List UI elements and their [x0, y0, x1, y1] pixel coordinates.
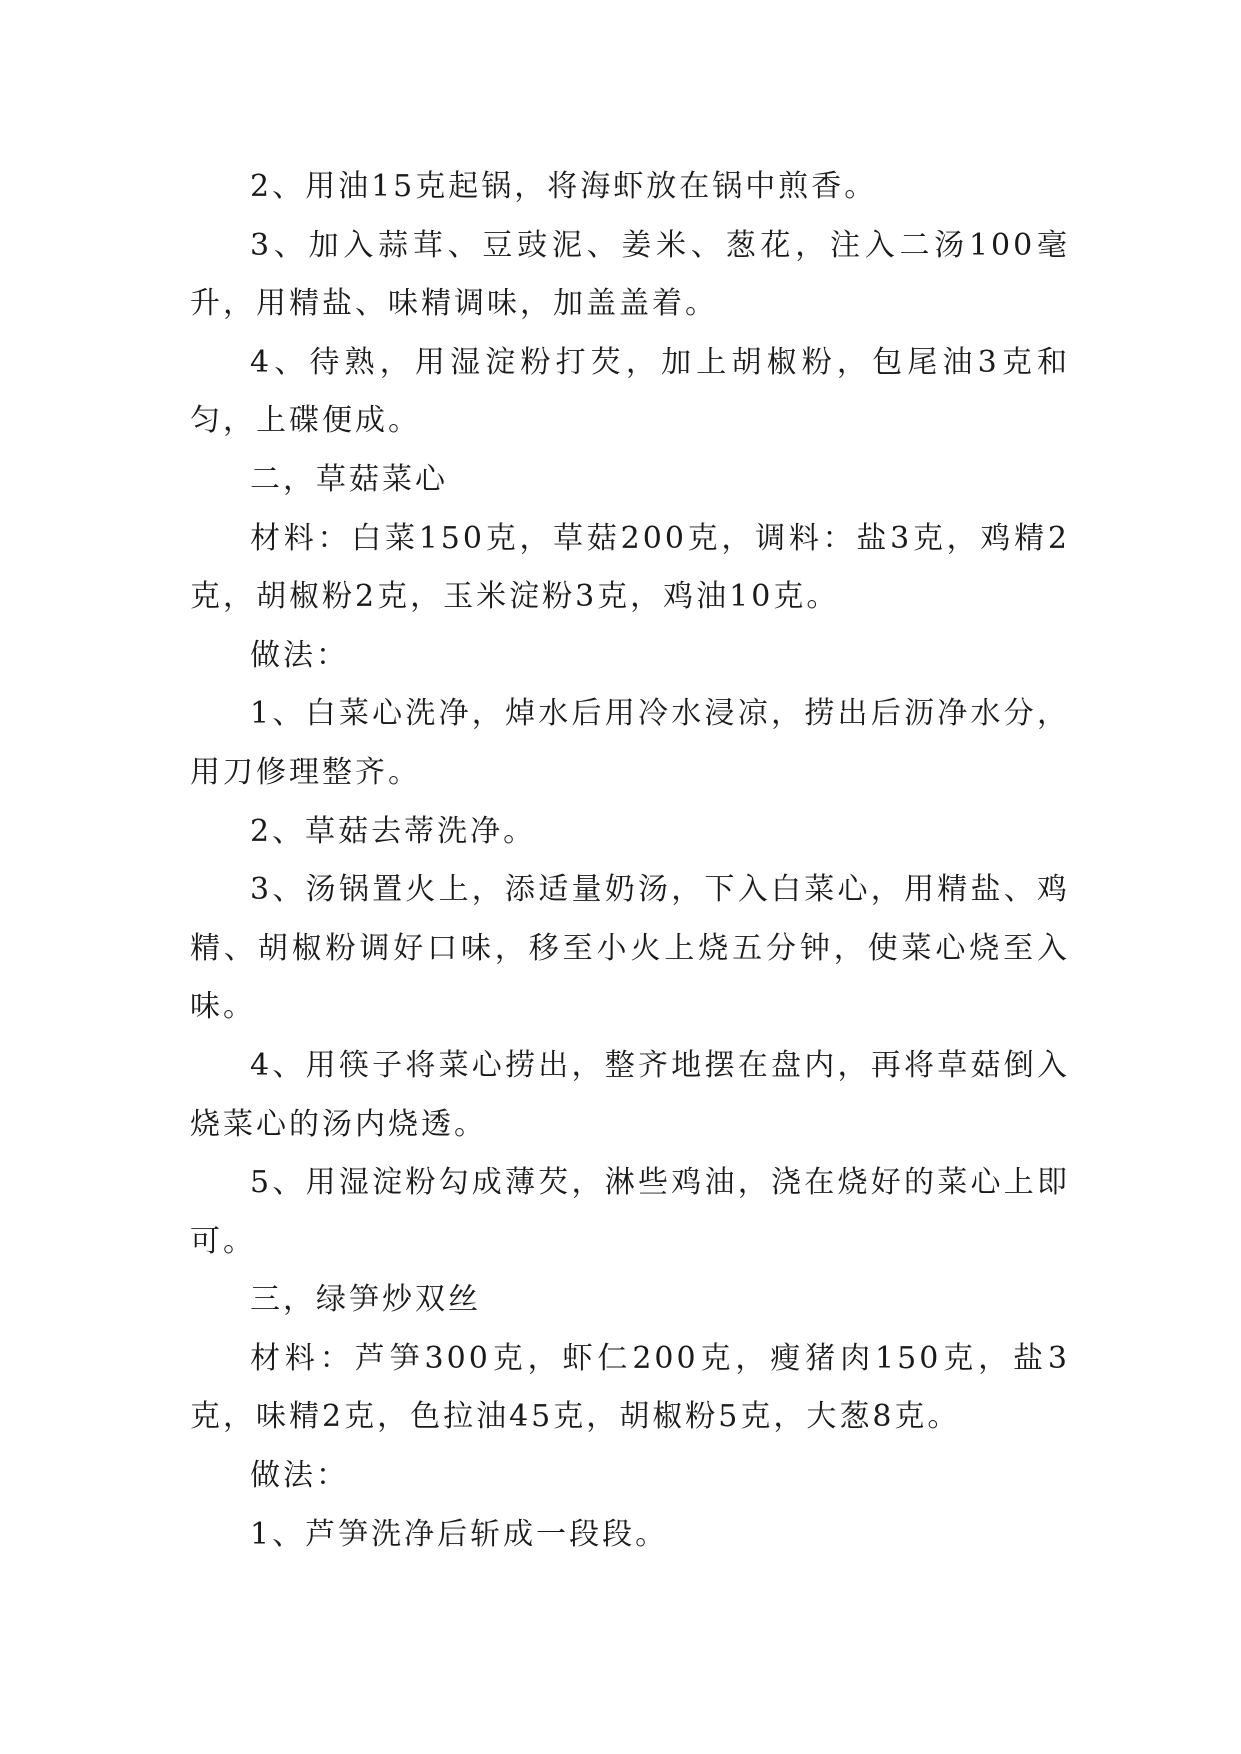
section-heading-asparagus-stirfry: 三，绿笋炒双丝 [250, 1282, 481, 1318]
paragraph-step-4-plate: 4、用筷子将菜心捞出，整齐地摆在盘内，再将草菇倒入烧菜心的汤内烧透。 [190, 1047, 1070, 1142]
paragraph-step-3-add-seasoning: 3、加入蒜茸、豆豉泥、姜米、葱花，注入二汤100毫升，用精盐、味精调味，加盖盖着。 [190, 227, 1070, 322]
paragraph-step-1-wash-cabbage: 1、白菜心洗净，焯水后用冷水浸凉，捞出后沥净水分，用刀修理整齐。 [190, 696, 1070, 790]
paragraph-step-2-wash-mushroom: 2、草菇去蒂洗净。 [250, 813, 537, 849]
paragraph-step-3-simmer: 3、汤锅置火上，添适量奶汤，下入白菜心，用精盐、鸡精、胡椒粉调好口味，移至小火上烧五分钟，使菜心烧至入味。 [190, 872, 1070, 1025]
paragraph-ingredients-asparagus: 材料：芦笋300克，虾仁200克，瘦猪肉150克，盐3克，味精2克，色拉油45克，胡椒粉5克，大葱8克。 [190, 1340, 1070, 1435]
paragraph-method-label: 做法： [250, 637, 349, 673]
paragraph-step-1-cut-asparagus: 1、芦笋洗净后斩成一段段。 [250, 1516, 669, 1552]
paragraph-step-5-finish: 5、用湿淀粉勾成薄芡，淋些鸡油，浇在烧好的菜心上即可。 [190, 1165, 1070, 1259]
paragraph-step-4-thicken: 4、待熟，用湿淀粉打芡，加上胡椒粉，包尾油3克和匀，上碟便成。 [190, 344, 1070, 439]
section-heading-mushroom-greens: 二，草菇菜心 [250, 461, 448, 497]
paragraph-step-2-fry-shrimp: 2、用油15克起锅，将海虾放在锅中煎香。 [250, 169, 878, 204]
paragraph-ingredients-mushroom-greens: 材料：白菜150克，草菇200克，调料：盐3克，鸡精2克，胡椒粉2克，玉米淀粉3克，鸡油10克。 [190, 520, 1070, 615]
paragraph-method-label-2: 做法： [250, 1458, 349, 1494]
document-body [190, 158, 1070, 1564]
